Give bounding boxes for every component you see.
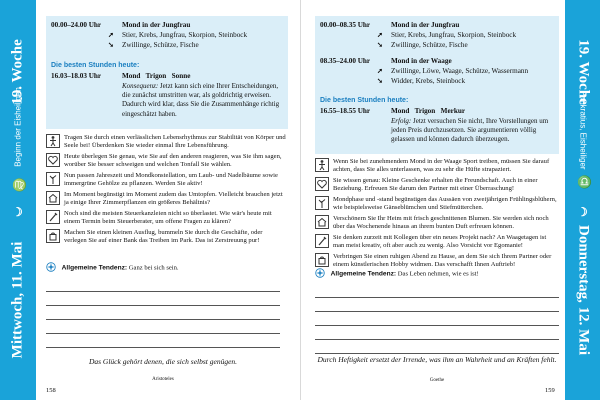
moon-phase-icon: ☽ (577, 205, 588, 219)
quote-author: Aristoteles (152, 377, 174, 382)
virgo-icon: ♍ (12, 178, 27, 192)
best-hours-text (122, 82, 282, 119)
tip-item (315, 158, 559, 174)
best-hours-elements: Mond Trigon Merkur (391, 107, 466, 115)
general-tendency (46, 262, 280, 274)
best-hours-label: Erfolg: (391, 117, 412, 125)
quote: Durch Heftigkeit ersetzt der Irrende, was ihm an Wahrheit und an Kräften fehlt. (317, 355, 557, 364)
tip-item (315, 196, 559, 212)
tip-text: Im Moment begünstigt im Moment zudem das Umtopfen. Vielleicht brauchen jetzt ja einige Ihrer Zimmerpflanzen ein größeres Behältnis? (64, 191, 283, 206)
unfavorable-signs: Widder, Krebs, Steinbock (391, 77, 466, 85)
tip-item (315, 253, 559, 269)
tip-text: Machen Sie einen kleinen Ausflug, bummeln Sie durch die Geschäfte, oder verlegen Sie auf einer Bank das Treiben im Park. Das ist Zerstreuung pur! (64, 229, 263, 244)
general-tendency (315, 268, 559, 280)
best-hours-heading: Die besten Stunden heute: (320, 97, 409, 104)
arrow-down-icon: ➘ (377, 41, 384, 49)
best-hours-text (391, 117, 553, 145)
tips-list (315, 158, 559, 272)
arrow-down-icon: ➘ (377, 77, 384, 85)
arrow-down-icon: ➘ (108, 41, 115, 49)
moon-time: 08.35–24.00 Uhr (320, 57, 371, 65)
tip-text: Mondphase und -stand begünstigen das Aussäen von zweijährigen Frühlingsblühern, wie beispielsweise Gänseblümchen und Stiefmütterchen. (333, 196, 557, 211)
favorable-signs: Zwillinge, Löwe, Waage, Schütze, Wassermann (391, 67, 529, 75)
tip-item (46, 153, 286, 169)
heart-icon (46, 153, 60, 167)
tendency-label: Allgemeine Tendenz: (330, 270, 397, 278)
best-hours-description: Jetzt versuchen Sie nicht, Ihre Vorstellungen um jeden Preis durchzusetzen. Sie argumentieren völlig gelassen und können dadurch überzeugen. (391, 117, 549, 144)
quote-author: Goethe (429, 378, 445, 383)
tip-text: Sie wissen genau: Kleine Geschenke erhalten die Freundschaft. Auch in einer Beziehung. Erfreuen Sie darum den Partner mit einer Überraschung! (333, 177, 538, 192)
moon-time: 00.00–24.00 Uhr (51, 21, 102, 29)
shop-icon (315, 253, 329, 267)
saint-day: Pankratius, Eisheiliger (578, 90, 588, 170)
tendency-text: Ganz bei sich sein. (128, 264, 179, 272)
moon-sign: Mond in der Jungfrau (391, 21, 460, 29)
house-icon (46, 191, 60, 205)
heart-icon (315, 177, 329, 191)
tips-list (46, 134, 286, 248)
tip-item (315, 234, 559, 250)
tip-item (46, 229, 286, 245)
tip-item (46, 191, 286, 207)
best-hours-elements: Mond Trigon Sonne (122, 72, 191, 80)
compass-icon (315, 268, 325, 280)
tendency-text: Das Leben nehmen, wie es ist! (397, 270, 479, 278)
moon-sign: Mond in der Jungfrau (122, 21, 191, 29)
page-number: 158 (46, 387, 56, 394)
moon-sign: Mond in der Waage (391, 57, 452, 65)
pen-icon (315, 234, 329, 248)
favorable-signs: Stier, Krebs, Jungfrau, Skorpion, Steinbock (391, 31, 517, 39)
note-lines[interactable] (315, 284, 559, 354)
shop-icon (46, 229, 60, 243)
tip-text: Wenn Sie bei zunehmendem Mond in der Waage Sport treiben, müssen Sie darauf achten, dass Sie alles unterlassen, was zu sehr die Hüfte strapaziert. (333, 158, 550, 173)
pen-icon (46, 210, 60, 224)
body-icon (315, 158, 329, 172)
moon-time: 00.00–08.35 Uhr (320, 21, 371, 29)
plant-icon (315, 196, 329, 210)
house-icon (315, 215, 329, 229)
body-icon (46, 134, 60, 148)
best-hours-heading: Die besten Stunden heute: (51, 62, 140, 69)
tip-text: Tragen Sie durch einen verlässlichen Lebensrhythmus zur Stabilität von Körper und Seele bei! Überdenken Sie wieder einmal Ihre Lebensführung. (64, 134, 286, 149)
unfavorable-signs: Zwillinge, Schütze, Fische (391, 41, 468, 49)
quote: Das Glück gehört denen, die sich selbst genügen. (88, 357, 238, 366)
plant-icon (46, 172, 60, 186)
tip-text: Heute überlegen Sie genau, wie Sie auf den anderen reagieren, was Sie ihm sagen, worüber Sie besser schweigen und welchen Tonfall Sie wählen. (64, 153, 282, 168)
libra-icon: ♎ (577, 175, 592, 189)
tip-text: Verbringen Sie einen ruhigen Abend zu Hause, an dem Sie sich Ihrem Partner oder einem künstlerischen Hobby widmen. Das verschafft Ihnen Auftrieb! (333, 253, 552, 268)
arrow-up-icon: ➚ (377, 31, 384, 39)
tip-text: Sie denken zurzeit mit Kollegen über ein neues Projekt nach? An Waagetagen ist man meist kreativ, oft aber auch zu wenig. Also Vorsicht vor Egomanie! (333, 234, 547, 249)
page-number: 159 (545, 387, 555, 394)
page-date: Donnerstag, 12. Mai (575, 225, 592, 355)
unfavorable-signs: Zwillinge, Schütze, Fische (122, 41, 199, 49)
tip-text: Nun passen Jahreszeit und Mondkonstellation, um Laub- und Nadelbäume sowie immergrüne Gehölze zu pflanzen. Werden Sie aktiv! (64, 172, 278, 187)
moon-info-box (315, 16, 559, 154)
tip-item (46, 210, 286, 226)
best-hours-label: Konsequenz: (122, 82, 159, 90)
tip-item (46, 172, 286, 188)
tip-item (315, 215, 559, 231)
tendency-label: Allgemeine Tendenz: (61, 264, 128, 272)
best-hours-description: Jetzt kann sich eine Ihrer Entscheidungen, die zunächst umstritten war, als goldrichtig erweisen. Dadurch wird klar, dass Sie die Zusammenhänge richtig eingeschätzt haben. (122, 82, 280, 118)
page-date: Mittwoch, 11. Mai (9, 241, 26, 359)
best-hours-time: 16.55–18.55 Uhr (320, 107, 371, 115)
tip-text: Verschönern Sie Ihr Heim mit frisch geschnittenen Blumen. Sie werden sich noch über das Wochenende hinaus an ihrem bunten Duft erfreuen können. (333, 215, 549, 230)
right-side-band (565, 0, 600, 400)
tip-text: Noch sind die meisten Steuerkanzleien nicht so überlastet. Wie wär's heute mit einem Termin beim Steuerberater, um offene Fragen zu klären? (64, 210, 272, 225)
arrow-up-icon: ➚ (377, 67, 384, 75)
arrow-up-icon: ➚ (108, 31, 115, 39)
favorable-signs: Stier, Krebs, Jungfrau, Skorpion, Steinbock (122, 31, 248, 39)
tip-item (315, 177, 559, 193)
tip-item (46, 134, 286, 150)
moon-phase-icon: ☽ (12, 205, 23, 219)
week-number: 19. Woche (575, 39, 592, 105)
moon-info-box (46, 16, 288, 129)
week-number: 19. Woche (9, 39, 26, 105)
note-lines[interactable] (46, 278, 280, 348)
left-side-band (0, 0, 36, 400)
best-hours-time: 16.03–18.03 Uhr (51, 72, 102, 80)
saint-day: Beginn der Eisheiligen (13, 87, 23, 167)
right-page (300, 0, 600, 400)
compass-icon (46, 262, 56, 274)
